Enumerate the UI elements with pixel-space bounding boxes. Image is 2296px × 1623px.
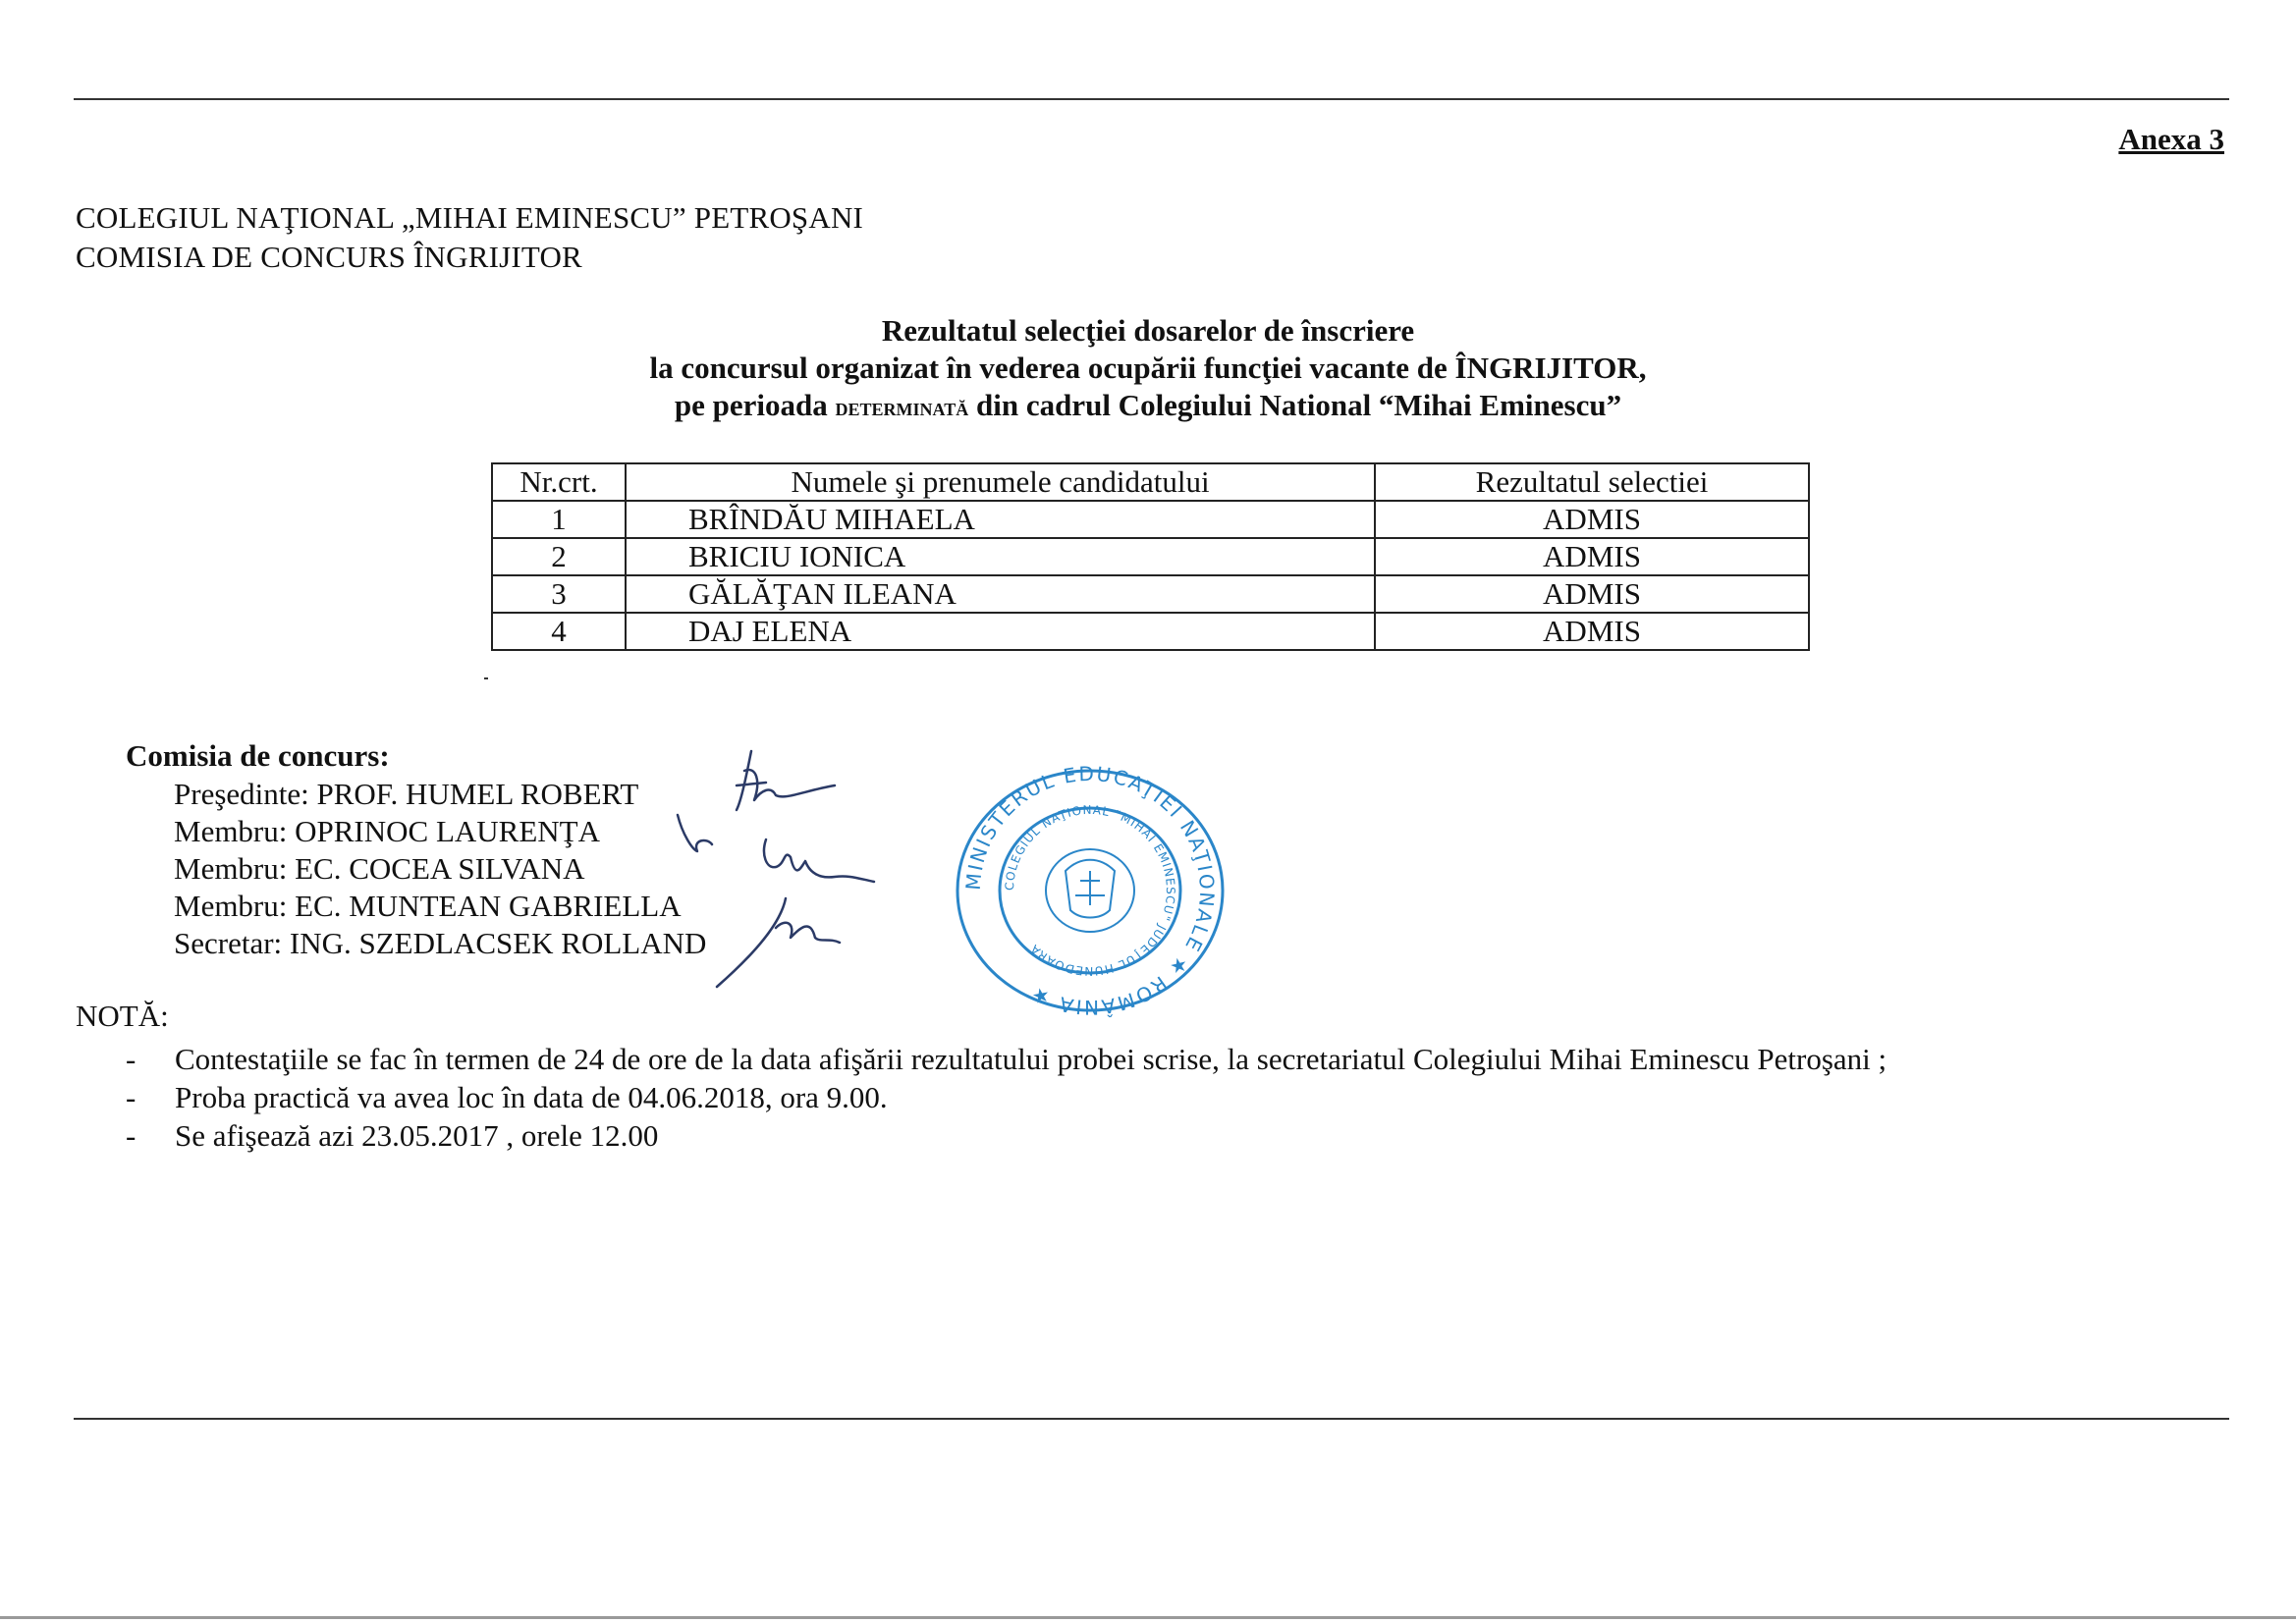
member-3: Membru: EC. MUNTEAN GABRIELLA — [174, 889, 682, 923]
table-row — [492, 613, 1809, 650]
handwritten-signatures — [638, 741, 933, 1006]
committee-members — [174, 776, 706, 962]
title-line-3: pe perioada determinată din cadrul Colegiului National “Mihai Eminescu” — [674, 388, 1622, 422]
committee-name: COMISIA DE CONCURS ÎNGRIJITOR — [76, 240, 582, 274]
member-secretary: Secretar: ING. SZEDLACSEK ROLLAND — [174, 926, 707, 960]
row-nr: 3 — [492, 575, 626, 613]
header-name: Numele şi prenumele candidatului — [626, 463, 1375, 501]
member-2: Membru: EC. COCEA SILVANA — [174, 851, 585, 886]
row-result: ADMIS — [1375, 575, 1809, 613]
table-row — [492, 538, 1809, 575]
row-result: ADMIS — [1375, 613, 1809, 650]
stamp-inner-text: COLEGIUL NAŢIONAL "MIHAI EMINESCU" JUDEŢUL HUNEDOARA — [1002, 802, 1178, 979]
list-item: - Contestaţiile se fac în termen de 24 de ore de la data afişării rezultatului probei scrise, la secretariatul Colegiului Mihai Eminescu Petroşani ; — [126, 1042, 1887, 1076]
header-nr: Nr.crt. — [492, 463, 626, 501]
list-item: - Proba practică va avea loc în data de 04.06.2018, ora 9.00. — [126, 1080, 888, 1114]
row-name: DAJ ELENA — [626, 613, 1375, 650]
header-result: Rezultatul selectiei — [1375, 463, 1809, 501]
title-line-2: la concursul organizat în vederea ocupării funcţiei vacante de ÎNGRIJITOR, — [649, 351, 1647, 385]
row-nr: 1 — [492, 501, 626, 538]
member-1: Membru: OPRINOC LAURENŢA — [174, 814, 600, 848]
row-nr: 4 — [492, 613, 626, 650]
official-stamp — [943, 758, 1237, 1023]
page-edge — [0, 1616, 2296, 1619]
notes-list — [126, 1040, 1886, 1155]
top-rule — [74, 98, 2229, 100]
row-name: BRICIU IONICA — [626, 538, 1375, 575]
document-title — [0, 312, 2296, 426]
table-row — [492, 575, 1809, 613]
results-table — [491, 462, 1810, 651]
institution-name: COLEGIUL NAŢIONAL „MIHAI EMINESCU” PETROŞANI — [76, 200, 864, 235]
table-row — [492, 501, 1809, 538]
row-result: ADMIS — [1375, 538, 1809, 575]
row-name: GĂLĂŢAN ILEANA — [626, 575, 1375, 613]
note-text: Contestaţiile se fac în termen de 24 de ore de la data afişării rezultatului probei scrise, la secretariatul Colegiului Mihai Eminescu Petroşani ; — [175, 1042, 1887, 1076]
member-president: Preşedinte: PROF. HUMEL ROBERT — [174, 777, 639, 811]
table-header-row — [492, 463, 1809, 501]
row-result: ADMIS — [1375, 501, 1809, 538]
title-line-1: Rezultatul selecţiei dosarelor de înscriere — [881, 313, 1415, 348]
stamp-outer-text: MINISTERUL EDUCAŢIEI NAŢIONALE ★ ROMÂNIA ★ — [960, 761, 1220, 1020]
note-label: NOTĂ: — [76, 999, 169, 1033]
note-text: Proba practică va avea loc în data de 04.06.2018, ora 9.00. — [175, 1080, 888, 1114]
list-item: - Se afişează azi 23.05.2017 , orele 12.00 — [126, 1118, 659, 1153]
row-name: BRÎNDĂU MIHAELA — [626, 501, 1375, 538]
note-text: Se afişează azi 23.05.2017 , orele 12.00 — [175, 1118, 659, 1153]
committee-heading: Comisia de concurs: — [126, 738, 390, 773]
stray-mark — [484, 677, 488, 679]
row-nr: 2 — [492, 538, 626, 575]
bottom-rule — [74, 1418, 2229, 1420]
annex-label: Anexa 3 — [2118, 122, 2224, 156]
